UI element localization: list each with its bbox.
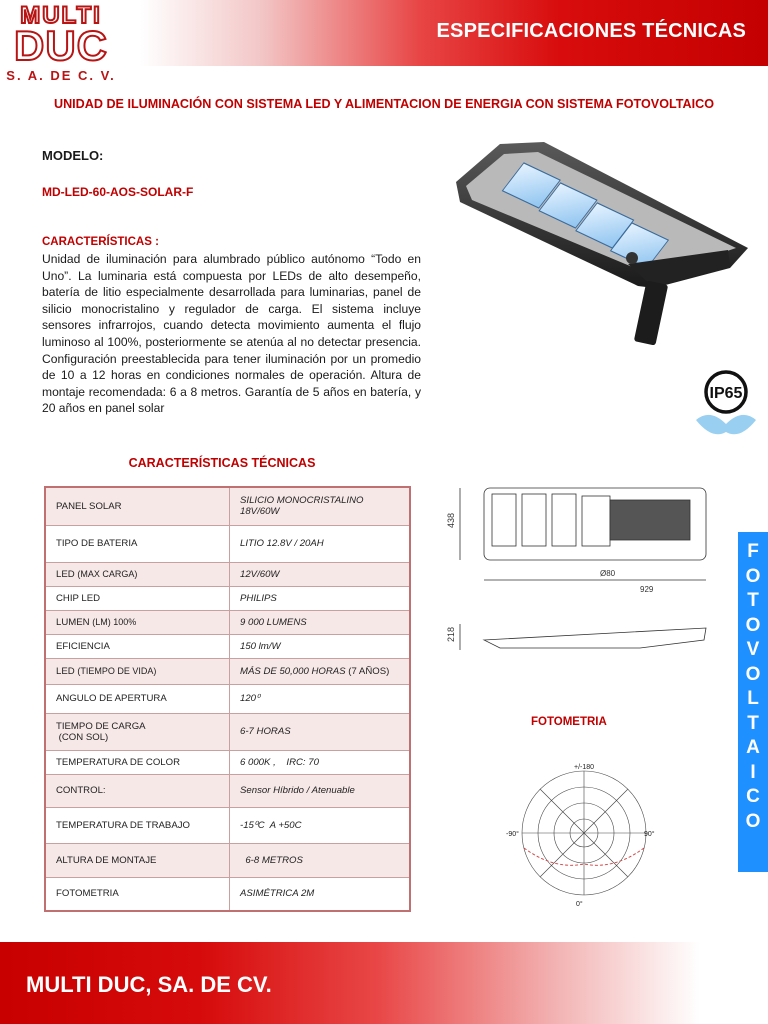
side-letter: F: [747, 541, 759, 562]
spec-key: PANEL SOLAR: [45, 487, 230, 525]
side-vertical-label: [738, 532, 768, 872]
spec-key-line2: (CON SOL): [58, 731, 109, 743]
spec-key: TIPO DE BATERIA: [45, 525, 230, 562]
logo-line-1: MULTI: [20, 2, 102, 29]
battery-area: [610, 500, 690, 540]
spec-key: [45, 713, 230, 750]
spec-key: CONTROL:: [45, 774, 230, 807]
dim-height-side: 218: [446, 626, 456, 642]
ip-badge-text: IP65: [709, 385, 743, 402]
footer-company-name: MULTI DUC, SA. DE CV.: [26, 972, 272, 997]
spec-value: 6 000K , IRC: 70: [230, 750, 411, 774]
side-letter: I: [750, 761, 756, 783]
spec-value: [230, 658, 411, 684]
caracteristicas-label: CARACTERÍSTICAS :: [42, 236, 159, 248]
side-letter: O: [745, 663, 761, 685]
spec-value: LITIO 12.8V / 20AH: [230, 525, 411, 562]
side-letter: V: [746, 639, 760, 660]
spec-value: 150 lm/W: [230, 634, 411, 658]
side-letter: O: [745, 614, 761, 636]
spec-value: -15⁰C A +50C: [230, 807, 411, 843]
spec-key: [45, 610, 230, 634]
side-view-outline: [484, 628, 706, 648]
polar-label-top: +/-180: [574, 764, 595, 771]
dim-height-top: 438: [446, 512, 456, 528]
polar-label-bottom: 0°: [576, 901, 583, 908]
ip65-badge: [690, 368, 762, 440]
spec-value-main: MÁS DE 50,000 HORAS: [240, 665, 346, 677]
table-row: [45, 525, 410, 562]
table-row: [45, 487, 410, 525]
spec-key: [45, 562, 230, 586]
specs-table: [44, 486, 411, 912]
solar-cell: [492, 494, 516, 546]
side-letter: L: [747, 688, 759, 709]
polar-label-right: 90°: [644, 831, 655, 838]
spec-key-main: LUMEN: [56, 616, 90, 628]
spec-value: 9 000 LUMENS: [230, 610, 411, 634]
spec-key: [45, 658, 230, 684]
spec-value: 6-8 METROS: [230, 843, 411, 877]
fotometria-title: FOTOMETRIA: [531, 716, 607, 728]
spec-key: TEMPERATURA DE TRABAJO: [45, 807, 230, 843]
table-row: [45, 807, 410, 843]
spec-value-note: (7 AÑOS): [348, 665, 390, 677]
dim-diameter: Ø80: [600, 569, 616, 578]
spec-value: Sensor Híbrido / Atenuable: [230, 774, 411, 807]
table-row: [45, 684, 410, 713]
dim-length: 929: [640, 585, 654, 594]
spec-value: PHILIPS: [230, 586, 411, 610]
spec-key-main: TIEMPO DE CARGA: [56, 720, 146, 732]
street-light-image: [448, 136, 748, 348]
spec-value: SILICIO MONOCRISTALINO 18V/60W: [230, 487, 411, 525]
side-letter: C: [746, 786, 760, 807]
spec-value: ASIMÉTRICA 2M: [230, 877, 411, 911]
spec-key-note: (MAX CARGA): [77, 568, 138, 579]
spec-key-main: LED: [56, 568, 75, 580]
document-subtitle: UNIDAD DE ILUMINACIÓN CON SISTEMA LED Y ALIMENTACION DE ENERGIA CON SISTEMA FOTOVOLTAICO: [53, 97, 715, 111]
solar-cell: [552, 494, 576, 546]
water-splash-icon: [696, 415, 756, 434]
spec-key: ALTURA DE MONTAJE: [45, 843, 230, 877]
table-row: [45, 586, 410, 610]
spec-key: FOTOMETRIA: [45, 877, 230, 911]
mounting-arm: [634, 280, 668, 345]
side-letter: O: [745, 565, 761, 587]
table-row: [45, 562, 410, 586]
polar-label-left: -90°: [506, 831, 519, 838]
spec-key: TEMPERATURA DE COLOR: [45, 750, 230, 774]
spec-key: EFICIENCIA: [45, 634, 230, 658]
spec-key: ANGULO DE APERTURA: [45, 684, 230, 713]
side-letter: O: [745, 810, 761, 832]
spec-key-note: (TIEMPO DE VIDA): [77, 665, 157, 676]
spec-value: 120⁰: [230, 684, 411, 713]
spec-key-main: LED: [56, 665, 75, 677]
sensor-panel: [582, 496, 610, 546]
side-letter: T: [747, 590, 759, 611]
table-row: [45, 877, 410, 911]
table-row: [45, 634, 410, 658]
table-row: [45, 713, 410, 750]
photometric-diagram: [504, 760, 664, 910]
tech-specs-title: CARACTERÍSTICAS TÉCNICAS: [128, 456, 316, 470]
logo-line-2: DUC: [14, 22, 108, 69]
solar-cell: [522, 494, 546, 546]
logo-line-3: S. A. DE C. V.: [6, 68, 116, 83]
company-logo: [2, 2, 122, 86]
table-row: [45, 658, 410, 684]
side-letter: T: [747, 712, 759, 734]
caracteristicas-body: Unidad de iluminación para alumbrado público autónomo “Todo en Uno”. La luminaria está compuesta por LEDs de alto desempeño, batería de litio especialmente desarrollada para luminarias, panel de silicio monocristalino y regulador de carga. El sistema incluye sensores infrarrojos, cuando detecta movimiento aumenta el flujo luminoso al 100%, posteriormente se atenúa al no detectar presencia. Configuración preestablecida para tener iluminación por un promedio de 10 a 12 horas en condiciones normales de operación. Altura de montaje recomendada: 6 a 8 metros. Garantía de 5 años en batería, y 20 años en panel solar: [42, 252, 421, 416]
spec-value: 6-7 HORAS: [230, 713, 411, 750]
modelo-label: MODELO:: [42, 148, 104, 163]
side-letter: A: [746, 737, 760, 758]
table-row: [45, 610, 410, 634]
sensor: [626, 252, 638, 264]
technical-drawing: [440, 480, 730, 670]
spec-key: CHIP LED: [45, 586, 230, 610]
spec-value: 12V/60W: [230, 562, 411, 586]
table-row: [45, 750, 410, 774]
table-row: [45, 774, 410, 807]
table-row: [45, 843, 410, 877]
header-title: ESPECIFICACIONES TÉCNICAS: [436, 20, 746, 42]
modelo-value: MD-LED-60-AOS-SOLAR-F: [42, 185, 194, 199]
spec-key-note: (LM) 100%: [92, 616, 137, 627]
